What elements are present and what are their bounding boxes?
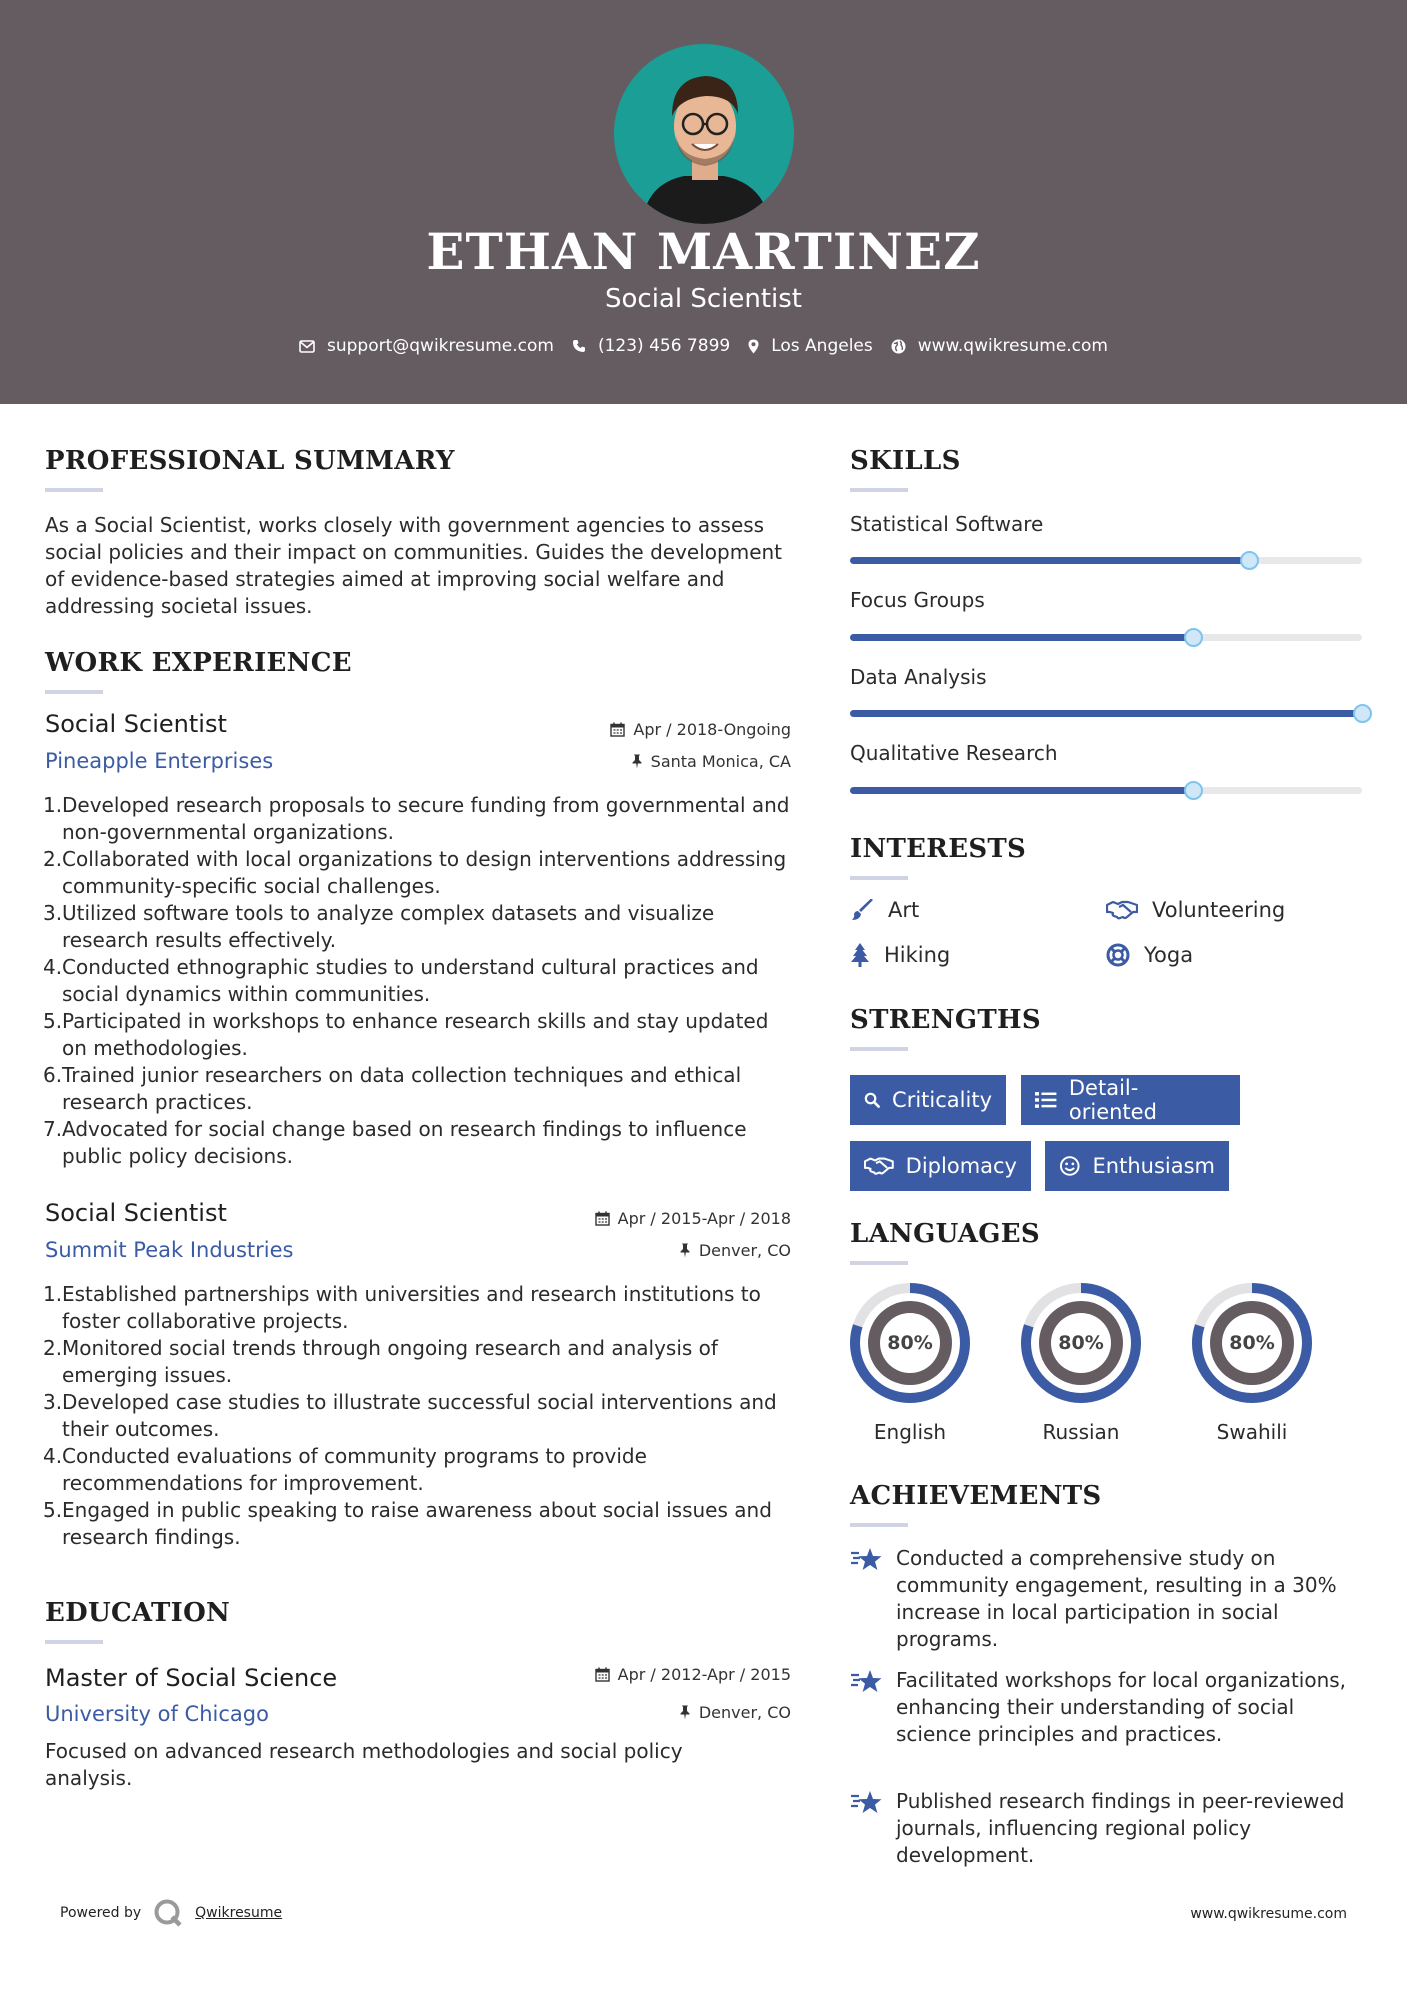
- language-name: Swahili: [1216, 1420, 1288, 1444]
- strength-chip: [1021, 1075, 1240, 1125]
- job-duties-list: [43, 792, 793, 1170]
- job-duties-list: [43, 1281, 793, 1551]
- job-dates-text: Apr / 2015-Apr / 2018: [617, 1209, 791, 1228]
- strength-label: Criticality: [892, 1088, 992, 1112]
- phone-icon: [572, 339, 586, 353]
- qwikresume-logo-icon: [153, 1898, 183, 1928]
- phone-text: (123) 456 7899: [597, 336, 731, 356]
- map-marker-icon: [748, 339, 759, 354]
- pushpin-icon: [631, 754, 643, 769]
- language-item: [848, 1282, 972, 1444]
- interests-heading: INTERESTS: [850, 834, 1027, 864]
- skill-bar-knob: [1353, 704, 1372, 723]
- list-item: 4. Conducted ethnographic studies to understand cultural practices and social dynamics within communities.: [43, 955, 759, 1006]
- strength-chip: [1045, 1141, 1229, 1191]
- achievement-item: [850, 1545, 1370, 1653]
- education-heading: EDUCATION: [45, 1598, 231, 1628]
- skill-bar-fill: [850, 634, 1193, 641]
- summary-heading: PROFESSIONAL SUMMARY: [45, 446, 455, 476]
- job-dates-text: Apr / 2018-Ongoing: [633, 720, 791, 739]
- contact-email[interactable]: [299, 336, 554, 356]
- achievements-heading: ACHIEVEMENTS: [850, 1481, 1102, 1511]
- company-name: Pineapple Enterprises: [45, 749, 274, 773]
- language-percent: 80%: [1058, 1332, 1104, 1354]
- globe-icon: [891, 339, 906, 354]
- star-icon: [850, 1790, 884, 1814]
- strength-label: Detail-oriented: [1068, 1076, 1157, 1124]
- lifebuoy-icon: [1106, 943, 1130, 967]
- pushpin-icon: [679, 1705, 691, 1720]
- achievement-item: [850, 1667, 1370, 1748]
- job-title: Social Scientist: [45, 1199, 227, 1227]
- strength-label: Diplomacy: [905, 1154, 1017, 1178]
- pushpin-icon: [679, 1243, 691, 1258]
- job-location-text: Denver, CO: [698, 1241, 791, 1260]
- skill-bar-fill: [850, 557, 1249, 564]
- location-text: Los Angeles: [771, 336, 873, 356]
- education-dates: [595, 1665, 791, 1684]
- calendar-icon: [595, 1667, 610, 1682]
- language-ring: [1020, 1282, 1142, 1404]
- degree-title: Master of Social Science: [45, 1664, 338, 1692]
- skills-heading: SKILLS: [850, 446, 961, 476]
- skill-bar: [850, 634, 1362, 641]
- list-item: 5. Engaged in public speaking to raise awareness about social issues and research findings.: [43, 1498, 772, 1549]
- list-item: 1. Established partnerships with universities and research institutions to foster collaborative projects.: [43, 1282, 761, 1333]
- qwikresume-link[interactable]: Qwikresume: [195, 1905, 283, 1921]
- strength-chip: [850, 1141, 1031, 1191]
- smile-icon: [1059, 1155, 1081, 1177]
- list-item: 6. Trained junior researchers on data collection techniques and ethical research practices.: [43, 1063, 742, 1114]
- email-text: support@qwikresume.com: [327, 336, 554, 356]
- skill-bar: [850, 557, 1362, 564]
- skill-bar-fill: [850, 787, 1193, 794]
- resume-header: [0, 0, 1407, 404]
- section-divider: [45, 488, 103, 492]
- strength-chip: [850, 1075, 1006, 1125]
- list-item: 2. Monitored social trends through ongoing research and analysis of emerging issues.: [43, 1336, 718, 1387]
- list-item: 5. Participated in workshops to enhance research skills and stay updated on methodologies.: [43, 1009, 769, 1060]
- interest-item: [850, 943, 950, 967]
- summary-text: As a Social Scientist, works closely with government agencies to assess social policies and their impact on communities. Guides the development of evidence-based strategies aimed at improving social welfare and addressing societal issues.: [45, 513, 783, 618]
- skill-bar-knob: [1184, 781, 1203, 800]
- candidate-name: ETHAN MARTINEZ: [426, 222, 981, 281]
- candidate-title: Social Scientist: [604, 284, 802, 314]
- education-location-text: Denver, CO: [698, 1703, 791, 1722]
- interest-label: Hiking: [884, 943, 951, 967]
- language-percent: 80%: [887, 1332, 933, 1354]
- section-divider: [850, 876, 908, 880]
- skill-bar-knob: [1184, 628, 1203, 647]
- list-item: 4. Conducted evaluations of community programs to provide recommendations for improvement.: [43, 1444, 647, 1495]
- skill-bar-knob: [1240, 551, 1259, 570]
- list-item: 2. Collaborated with local organizations to design interventions addressing community-specific social challenges.: [43, 847, 787, 898]
- skill-label: Data Analysis: [850, 665, 987, 689]
- section-divider: [850, 488, 908, 492]
- language-item: [1019, 1282, 1143, 1444]
- achievement-item: [850, 1788, 1370, 1869]
- paintbrush-icon: [850, 899, 874, 921]
- contact-phone[interactable]: [572, 336, 730, 356]
- language-item: [1190, 1282, 1314, 1444]
- school-name: University of Chicago: [45, 1702, 269, 1726]
- job-location: [679, 1241, 791, 1260]
- handshake-icon: [1106, 900, 1138, 920]
- company-name: Summit Peak Industries: [45, 1238, 294, 1262]
- footer-website[interactable]: www.qwikresume.com: [1190, 1906, 1347, 1922]
- education-dates-text: Apr / 2012-Apr / 2015: [617, 1665, 791, 1684]
- interest-item: [850, 898, 919, 922]
- section-divider: [850, 1523, 908, 1527]
- job-location-text: Santa Monica, CA: [650, 752, 791, 771]
- achievement-text: Published research findings in peer-reviewed journals, influencing regional policy development.: [896, 1789, 1345, 1867]
- section-divider: [850, 1047, 908, 1051]
- education-location: [679, 1703, 791, 1722]
- list-item: 7. Advocated for social change based on research findings to influence public policy decisions.: [43, 1117, 747, 1168]
- search-icon: [864, 1089, 880, 1111]
- star-icon: [850, 1547, 884, 1571]
- experience-heading: WORK EXPERIENCE: [45, 648, 352, 678]
- list-item: 3. Developed case studies to illustrate successful social interventions and their outcomes.: [43, 1390, 777, 1441]
- interest-label: Volunteering: [1152, 898, 1286, 922]
- skill-label: Focus Groups: [850, 588, 985, 612]
- envelope-icon: [299, 340, 315, 353]
- language-ring: [849, 1282, 971, 1404]
- website-text: www.qwikresume.com: [917, 336, 1108, 356]
- interest-label: Yoga: [1144, 943, 1194, 967]
- skill-label: Qualitative Research: [850, 741, 1058, 765]
- handshake-icon: [864, 1156, 894, 1176]
- language-name: English: [873, 1420, 947, 1444]
- footer-branding: [60, 1898, 282, 1928]
- contact-info: [0, 336, 1407, 356]
- section-divider: [45, 1640, 103, 1644]
- job-dates: [595, 1209, 791, 1228]
- list-item: 3. Utilized software tools to analyze complex datasets and visualize research results effectively.: [43, 901, 715, 952]
- languages-heading: LANGUAGES: [850, 1219, 1040, 1249]
- achievement-text: Conducted a comprehensive study on community engagement, resulting in a 30% increase in local participation in social programs.: [896, 1546, 1337, 1651]
- skill-bar: [850, 710, 1362, 717]
- language-ring: [1191, 1282, 1313, 1404]
- interest-item: [1106, 943, 1193, 967]
- section-divider: [45, 690, 103, 694]
- powered-by-text: Powered by: [60, 1905, 142, 1921]
- contact-location: [748, 336, 873, 356]
- job-location: [631, 752, 791, 771]
- skill-bar-fill: [850, 710, 1362, 717]
- achievement-text: Facilitated workshops for local organizations, enhancing their understanding of social science principles and practices.: [896, 1668, 1347, 1746]
- language-percent: 80%: [1229, 1332, 1275, 1354]
- profile-photo: [614, 44, 794, 224]
- contact-website[interactable]: [891, 336, 1108, 356]
- education-description: Focused on advanced research methodologies and social policy analysis.: [45, 1739, 683, 1790]
- interest-label: Art: [888, 898, 920, 922]
- star-icon: [850, 1669, 884, 1693]
- calendar-icon: [595, 1211, 610, 1226]
- list-item: 1. Developed research proposals to secure funding from governmental and non-governmental organizations.: [43, 793, 790, 844]
- language-name: Russian: [1042, 1420, 1120, 1444]
- tree-icon: [850, 943, 870, 967]
- job-title: Social Scientist: [45, 710, 227, 738]
- interest-item: [1106, 898, 1285, 922]
- person-portrait-image: [614, 44, 794, 224]
- strengths-heading: STRENGTHS: [850, 1005, 1041, 1035]
- calendar-icon: [610, 722, 625, 737]
- skill-label: Statistical Software: [850, 512, 1044, 536]
- job-dates: [610, 720, 791, 739]
- strength-label: Enthusiasm: [1092, 1154, 1215, 1178]
- section-divider: [850, 1261, 908, 1265]
- skill-bar: [850, 787, 1362, 794]
- list-icon: [1035, 1091, 1057, 1109]
